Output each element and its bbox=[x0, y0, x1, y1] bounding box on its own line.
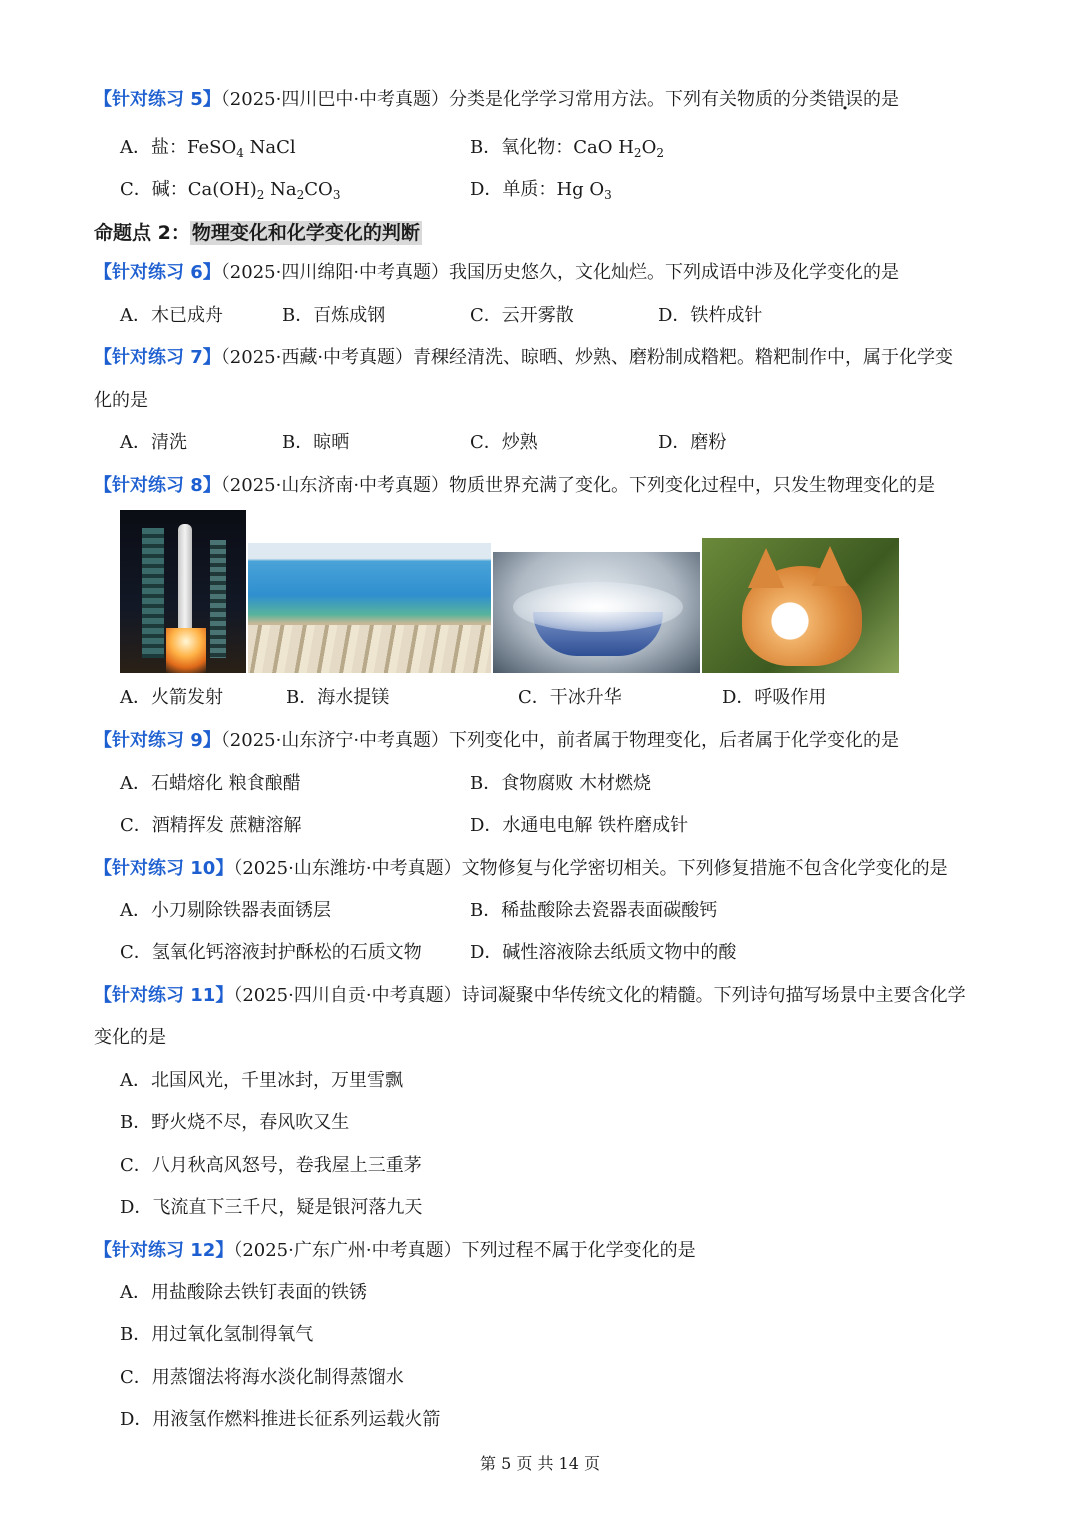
q5-option-c bbox=[120, 177, 340, 208]
q10-stem bbox=[94, 856, 948, 882]
q6-option-a: A．木已成舟 bbox=[120, 305, 223, 326]
q6-option-d: D．铁杵成针 bbox=[658, 305, 763, 326]
q11-tag: 【针对练习 11】 bbox=[94, 985, 234, 1006]
option-label: C．碱： bbox=[120, 179, 188, 200]
subscript: 2 bbox=[296, 188, 305, 202]
q8-option-c: C．干冰升华 bbox=[518, 687, 622, 708]
dry-ice-image bbox=[493, 552, 700, 673]
q5-text-end: 的是 bbox=[863, 89, 900, 110]
q6-text: （2025·四川绵阳·中考真题）我国历史悠久，文化灿烂。下列成语中涉及化学变化的是 bbox=[220, 262, 900, 283]
option-label: B．氧化物： bbox=[470, 137, 574, 158]
q11-option-a: A．北国风光，千里冰封，万里雪飘 bbox=[120, 1070, 403, 1091]
q5-option-a bbox=[120, 135, 296, 166]
q10-tag: 【针对练习 10】 bbox=[94, 858, 234, 879]
q8-option-d: D．呼吸作用 bbox=[722, 687, 827, 708]
q12-option-c: C．用蒸馏法将海水淡化制得蒸馏水 bbox=[120, 1367, 404, 1388]
formula: Hg O bbox=[556, 179, 605, 200]
subscript: 3 bbox=[332, 188, 341, 202]
q12-text: （2025·广东广州·中考真题）下列过程不属于化学变化的是 bbox=[233, 1240, 696, 1261]
q11-stem bbox=[94, 983, 966, 1009]
q9-option-b: B．食物腐败 木材燃烧 bbox=[470, 773, 651, 794]
q11-option-c: C．八月秋高风怒号，卷我屋上三重茅 bbox=[120, 1155, 422, 1176]
q8-tag: 【针对练习 8】 bbox=[94, 475, 221, 496]
q12-stem bbox=[94, 1238, 696, 1264]
q11-stem-cont: 变化的是 bbox=[94, 1027, 166, 1048]
page-footer: 第 5 页 共 14 页 bbox=[480, 1454, 600, 1473]
formula: CaO H bbox=[573, 137, 634, 158]
q7-text: （2025·西藏·中考真题）青稞经清洗、晾晒、炒熟、磨粉制成糌粑。糌粑制作中，属于化学变 bbox=[220, 347, 954, 368]
q9-stem bbox=[94, 728, 899, 754]
q7-stem bbox=[94, 345, 953, 371]
q9-option-d: D．水通电电解 铁杵磨成针 bbox=[470, 815, 689, 836]
subscript: 2 bbox=[656, 146, 664, 160]
q7-option-d: D．磨粉 bbox=[658, 432, 727, 453]
q10-option-a: A．小刀剔除铁器表面锈层 bbox=[120, 900, 331, 921]
q12-tag: 【针对练习 12】 bbox=[94, 1240, 234, 1261]
q8-stem bbox=[94, 473, 935, 499]
rocket-launch-image bbox=[120, 510, 246, 673]
q12-option-b: B．用过氧化氢制得氧气 bbox=[120, 1324, 314, 1345]
q9-tag: 【针对练习 9】 bbox=[94, 730, 221, 751]
formula: NaCl bbox=[243, 137, 296, 158]
option-label: D．单质： bbox=[470, 179, 557, 200]
q9-text: （2025·山东济宁·中考真题）下列变化中，前者属于物理变化，后者属于化学变化的是 bbox=[220, 730, 900, 751]
q5-option-b bbox=[470, 135, 664, 166]
subscript: 2 bbox=[256, 188, 265, 202]
formula: Ca(OH) bbox=[187, 179, 257, 200]
q7-tag: 【针对练习 7】 bbox=[94, 347, 221, 368]
formula: Na bbox=[264, 179, 297, 200]
q12-option-a: A．用盐酸除去铁钉表面的铁锈 bbox=[120, 1282, 367, 1303]
formula: O bbox=[641, 137, 657, 158]
q5-option-d bbox=[470, 177, 612, 208]
q11-option-d: D．飞流直下三千尺，疑是银河落九天 bbox=[120, 1197, 423, 1218]
q8-option-b: B．海水提镁 bbox=[286, 687, 390, 708]
q10-option-d: D．碱性溶液除去纸质文物中的酸 bbox=[470, 942, 737, 963]
section-heading bbox=[94, 218, 422, 245]
q5-stem bbox=[94, 87, 899, 113]
q7-option-b: B．晾晒 bbox=[282, 432, 350, 453]
kitten-image bbox=[702, 538, 899, 673]
q7-option-a: A．清洗 bbox=[120, 432, 187, 453]
q10-option-b: B．稀盐酸除去瓷器表面碳酸钙 bbox=[470, 900, 718, 921]
q11-option-b: B．野火烧不尽，春风吹又生 bbox=[120, 1112, 350, 1133]
q10-option-c: C．氢氧化钙溶液封护酥松的石质文物 bbox=[120, 942, 422, 963]
q8-option-a: A．火箭发射 bbox=[120, 687, 223, 708]
q6-tag: 【针对练习 6】 bbox=[94, 262, 221, 283]
q12-option-d: D．用液氢作燃料推进长征系列运载火箭 bbox=[120, 1409, 441, 1430]
subscript: 4 bbox=[236, 146, 244, 160]
option-label: A．盐： bbox=[120, 137, 187, 158]
q10-text: （2025·山东潍坊·中考真题）文物修复与化学密切相关。下列修复措施不包含化学变化的是 bbox=[233, 858, 948, 879]
formula: CO bbox=[304, 179, 333, 200]
q5-emphasis: 错误 bbox=[827, 89, 864, 110]
q7-option-c: C．炒熟 bbox=[470, 432, 538, 453]
heading-prefix: 命题点 2： bbox=[94, 222, 190, 244]
formula: FeSO bbox=[187, 137, 237, 158]
q9-option-a: A．石蜡熔化 粮食酿醋 bbox=[120, 773, 301, 794]
subscript: 2 bbox=[633, 146, 642, 160]
q11-text: （2025·四川自贡·中考真题）诗词凝聚中华传统文化的精髓。下列诗句描写场景中主要含化学 bbox=[233, 985, 966, 1006]
heading-highlight: 物理变化和化学变化的判断 bbox=[191, 222, 420, 244]
seawater-image bbox=[248, 543, 491, 673]
q9-option-c: C．酒精挥发 蔗糖溶解 bbox=[120, 815, 302, 836]
subscript: 3 bbox=[604, 188, 612, 202]
q6-stem bbox=[94, 260, 899, 286]
q5-text: （2025·四川巴中·中考真题）分类是化学学习常用方法。下列有关物质的分类 bbox=[220, 89, 828, 110]
q6-option-c: C．云开雾散 bbox=[470, 305, 574, 326]
q5-tag: 【针对练习 5】 bbox=[94, 89, 221, 110]
q8-text: （2025·山东济南·中考真题）物质世界充满了变化。下列变化过程中，只发生物理变化的是 bbox=[220, 475, 936, 496]
q7-stem-cont: 化的是 bbox=[94, 390, 148, 411]
q6-option-b: B．百炼成钢 bbox=[282, 305, 386, 326]
